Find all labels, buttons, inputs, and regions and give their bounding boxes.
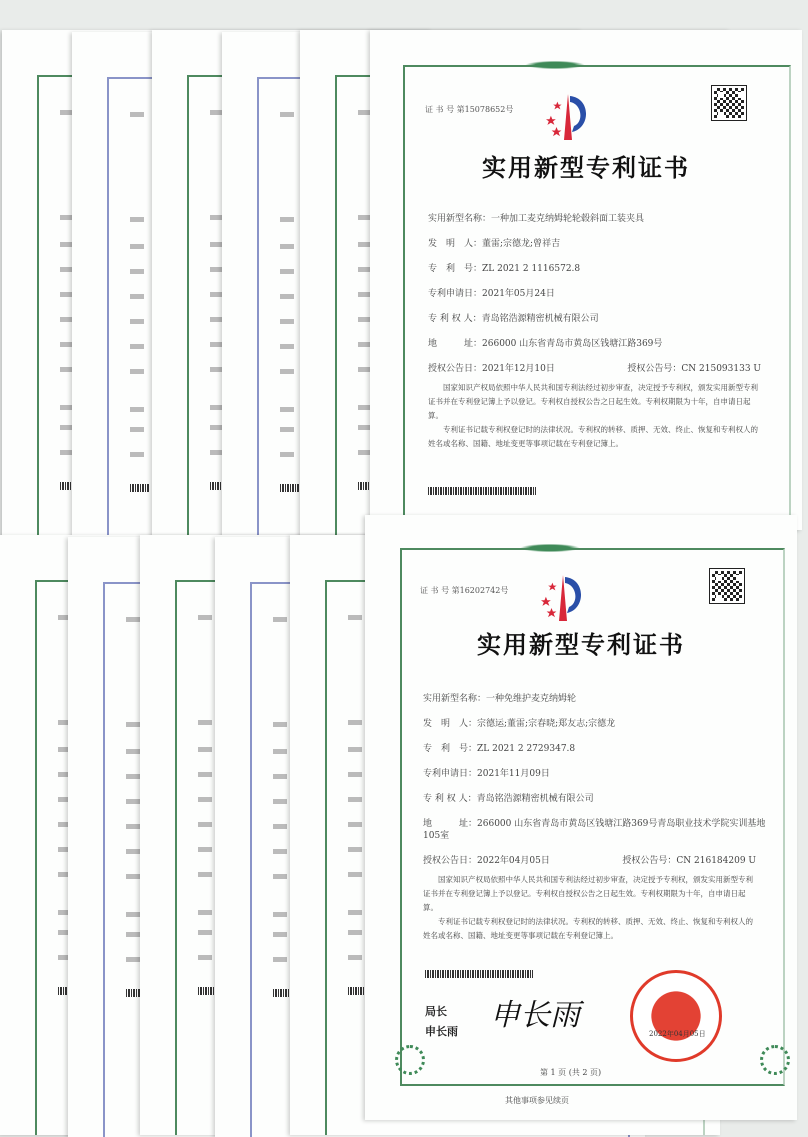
text-line <box>280 369 294 374</box>
statement-paragraph-2: 专利证书记载专利权登记时的法律状况。专利权的转移、质押、无效、终止、恢复和专利权人的姓名或名称、国籍、地址变更等事项记载在专利登记簿上。 <box>423 917 753 940</box>
text-line <box>126 799 140 804</box>
barcode <box>130 484 150 492</box>
official-seal <box>630 970 722 1062</box>
field-label: 授权公告号： <box>622 856 677 866</box>
field-row <box>428 338 773 350</box>
text-line <box>198 772 212 777</box>
text-line <box>273 824 287 829</box>
field-label: 专利申请日： <box>423 769 478 779</box>
text-line <box>130 319 144 324</box>
text-line <box>348 955 362 960</box>
text-line <box>126 957 140 962</box>
field-label: 地 址： <box>423 819 478 829</box>
text-line <box>198 822 212 827</box>
seal-date: 2022年04月05日 <box>649 1030 706 1038</box>
field-value: 2021年11月09日 <box>477 769 550 779</box>
text-line <box>280 452 294 457</box>
text-line <box>273 617 287 622</box>
field-label: 实用新型名称： <box>423 694 487 704</box>
field-value: 2021年12月10日 <box>482 364 555 374</box>
field-value: CN 216184209 U <box>676 856 756 866</box>
certificate-title: 实用新型专利证书 <box>482 153 690 182</box>
ornament-corner <box>395 1045 425 1075</box>
field-value: 青岛铭浩源精密机械有限公司 <box>476 794 594 804</box>
text-line <box>126 874 140 879</box>
grant-row <box>423 855 768 867</box>
text-line <box>126 824 140 829</box>
text-line <box>130 452 144 457</box>
field-label: 专 利 权 人： <box>428 314 482 324</box>
text-line <box>348 910 362 915</box>
statement-paragraph-1: 国家知识产权局依照中华人民共和国专利法经过初步审查，决定授予专利权，颁发实用新型专利证书并在专利登记簿上予以登记。专利权自授权公告之日起生效。专利权期限为十年，自申请日起算。 <box>428 383 758 420</box>
certificate-title: 实用新型专利证书 <box>477 630 685 659</box>
field-value: 董雷;宗德龙;曾祥吉 <box>482 239 561 249</box>
certificate-bottom <box>365 515 797 1120</box>
field-row <box>428 288 773 300</box>
certificate-fields <box>428 213 773 451</box>
text-line <box>273 874 287 879</box>
text-line <box>130 407 144 412</box>
text-line <box>348 930 362 935</box>
text-line <box>280 217 294 222</box>
field-value: ZL 2021 2 1116572.8 <box>482 264 581 274</box>
field-label: 实用新型名称： <box>428 214 492 224</box>
statement-paragraph-1: 国家知识产权局依照中华人民共和国专利法经过初步审查，决定授予专利权，颁发实用新型专利证书并在专利登记簿上予以登记。专利权自授权公告之日起生效。专利权期限为十年，自申请日起算。 <box>423 875 753 912</box>
director-title: 局长 <box>425 1005 447 1018</box>
field-value: 2021年05月24日 <box>482 289 555 299</box>
text-line <box>280 294 294 299</box>
text-line <box>348 872 362 877</box>
footer-note: 其他事项参见续页 <box>505 1096 569 1105</box>
field-label: 发 明 人： <box>428 239 483 249</box>
text-line <box>273 774 287 779</box>
director-name: 申长雨 <box>425 1025 458 1038</box>
field-label: 地 址： <box>428 339 483 349</box>
field-label: 专 利 权 人： <box>423 794 477 804</box>
field-value: 一种加工麦克纳姆轮轮毂斜面工装夹具 <box>491 214 645 224</box>
text-line <box>348 615 362 620</box>
ornament-corner <box>760 1045 790 1075</box>
field-row <box>428 238 773 250</box>
text-line <box>273 722 287 727</box>
field-label: 授权公告日： <box>428 364 483 374</box>
text-line <box>130 244 144 249</box>
text-line <box>126 749 140 754</box>
field-row <box>423 693 768 705</box>
text-line <box>130 112 144 117</box>
text-line <box>130 269 144 274</box>
text-line <box>280 112 294 117</box>
field-value: 266000 山东省青岛市黄岛区钱塘江路369号 <box>482 339 663 349</box>
text-line <box>130 217 144 222</box>
director <box>425 1002 458 1042</box>
field-label: 专利申请日： <box>428 289 483 299</box>
field-label: 授权公告日： <box>423 856 478 866</box>
qr-code <box>712 86 746 120</box>
field-row <box>428 213 773 225</box>
publication-number <box>627 363 761 375</box>
field-label: 发 明 人： <box>423 719 478 729</box>
patent-office-emblem-icon <box>541 573 581 625</box>
text-line <box>130 294 144 299</box>
text-line <box>273 749 287 754</box>
text-line <box>280 319 294 324</box>
text-line <box>280 427 294 432</box>
text-line <box>130 369 144 374</box>
barcode <box>425 970 533 978</box>
certificate-number: 证 书 号 第15078652号 <box>425 105 514 114</box>
publication-number <box>622 855 756 867</box>
text-line <box>348 772 362 777</box>
text-line <box>280 244 294 249</box>
certificate-number: 证 书 号 第16202742号 <box>420 586 509 595</box>
text-line <box>273 957 287 962</box>
field-label: 授权公告号： <box>627 364 682 374</box>
certificate-fields <box>423 693 768 943</box>
field-row <box>428 363 555 375</box>
field-value: 青岛铭浩源精密机械有限公司 <box>481 314 599 324</box>
text-line <box>126 849 140 854</box>
text-line <box>348 847 362 852</box>
text-line <box>198 615 212 620</box>
field-row <box>423 793 768 805</box>
director-signature: 申长雨 <box>490 998 580 1033</box>
text-line <box>198 847 212 852</box>
field-label: 专 利 号： <box>428 264 483 274</box>
text-line <box>348 822 362 827</box>
text-line <box>348 797 362 802</box>
certificate-statement <box>423 873 753 943</box>
text-line <box>126 617 140 622</box>
field-label: 专 利 号： <box>423 744 478 754</box>
text-line <box>198 930 212 935</box>
statement-paragraph-2: 专利证书记载专利权登记时的法律状况。专利权的转移、质押、无效、终止、恢复和专利权人的姓名或名称、国籍、地址变更等事项记载在专利登记簿上。 <box>428 425 758 448</box>
field-row <box>423 768 768 780</box>
text-line <box>126 722 140 727</box>
barcode <box>280 484 300 492</box>
text-line <box>280 269 294 274</box>
text-line <box>273 799 287 804</box>
field-row <box>423 818 768 842</box>
page-number: 第 1 页 (共 2 页) <box>540 1068 602 1077</box>
field-value: 2022年04月05日 <box>477 856 550 866</box>
text-line <box>198 872 212 877</box>
text-line <box>273 912 287 917</box>
text-line <box>126 932 140 937</box>
field-value: 266000 山东省青岛市黄岛区钱塘江路369号青岛职业技术学院实训基地105室 <box>423 819 766 841</box>
text-line <box>130 427 144 432</box>
field-row <box>423 743 768 755</box>
text-line <box>273 932 287 937</box>
text-line <box>126 912 140 917</box>
text-line <box>198 955 212 960</box>
text-line <box>280 407 294 412</box>
field-row <box>428 313 773 325</box>
text-line <box>198 720 212 725</box>
field-value: CN 215093133 U <box>681 364 761 374</box>
certificate-statement <box>428 381 758 451</box>
barcode <box>428 487 536 495</box>
text-line <box>273 849 287 854</box>
text-line <box>348 747 362 752</box>
field-row <box>423 855 550 867</box>
text-line <box>126 774 140 779</box>
ornament <box>515 543 585 553</box>
text-line <box>198 797 212 802</box>
grant-row <box>428 363 773 375</box>
field-value: 宗德运;董雷;宗春晓;郑友志;宗德龙 <box>477 719 616 729</box>
text-line <box>198 747 212 752</box>
text-line <box>130 344 144 349</box>
field-row <box>428 263 773 275</box>
text-line <box>280 344 294 349</box>
field-row <box>423 718 768 730</box>
certificate-top <box>370 30 802 530</box>
text-line <box>348 720 362 725</box>
patent-office-emblem-icon <box>546 92 586 144</box>
text-line <box>198 910 212 915</box>
qr-code <box>710 569 744 603</box>
ornament <box>520 60 590 70</box>
field-value: ZL 2021 2 2729347.8 <box>477 744 576 754</box>
field-value: 一种免维护麦克纳姆轮 <box>486 694 577 704</box>
